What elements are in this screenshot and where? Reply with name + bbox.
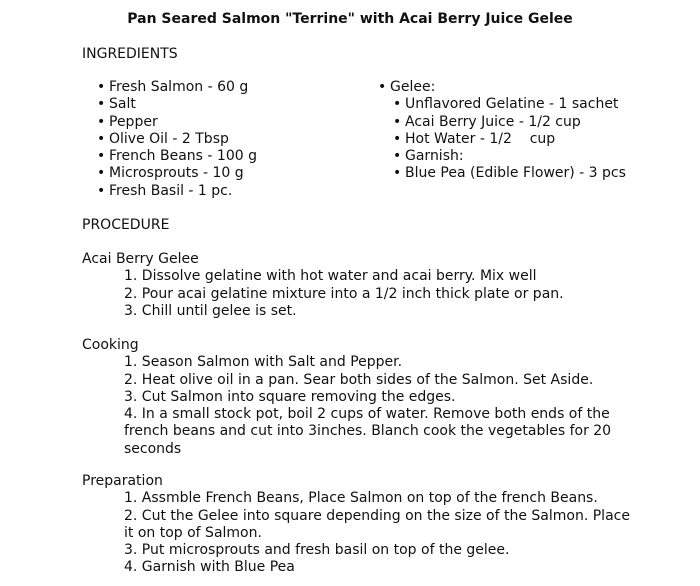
step-item: 2. Heat olive oil in a pan. Sear both sides of the Salmon. Set Aside. (124, 371, 594, 388)
ingredient-item: • Salt (82, 96, 257, 113)
step-item: 3. Chill until gelee is set. (124, 302, 297, 319)
steps-list (82, 490, 642, 576)
ingredient-item: • Pepper (82, 114, 257, 131)
section-preparation (82, 473, 642, 577)
steps-list (82, 268, 642, 320)
gelee-item: • Blue Pea (Edible Flower) - 3 pcs (378, 165, 626, 182)
step-item: 1. Assmble French Beans, Place Salmon on top of the french Beans. (124, 490, 598, 507)
procedure-heading: PROCEDURE (82, 217, 170, 233)
ingredient-item: • French Beans - 100 g (82, 148, 257, 165)
ingredients-heading: INGREDIENTS (82, 46, 178, 62)
step-item: 4. Garnish with Blue Pea (124, 559, 295, 576)
gelee-list (378, 96, 626, 182)
gelee-item: • Hot Water - 1/2 cup (378, 131, 626, 148)
gelee-item: • Unflavored Gelatine - 1 sachet (378, 96, 626, 113)
step-item: 1. Dissolve gelatine with hot water and acai berry. Mix well (124, 268, 537, 285)
section-title: Cooking (82, 337, 139, 353)
ingredients-list-left (82, 79, 257, 200)
gelee-item: • Garnish: (378, 148, 626, 165)
ingredient-item: • Fresh Salmon - 60 g (82, 79, 257, 96)
gelee-ingredients (378, 79, 626, 183)
step-item: 3. Put microsprouts and fresh basil on top of the gelee. (124, 542, 510, 559)
step-item: 1. Season Salmon with Salt and Pepper. (124, 354, 403, 371)
step-item: 4. In a small stock pot, boil 2 cups of water. Remove both ends of the french beans and cut into 3inches. Blanch cook the vegetables for 20 seconds (124, 406, 612, 457)
step-item: 3. Cut Salmon into square removing the edges. (124, 388, 456, 405)
step-item: 2. Pour acai gelatine mixture into a 1/2 inch thick plate or pan. (124, 285, 564, 302)
step-item: 2. Cut the Gelee into square depending on the size of the Salmon. Place it on top of Salmon. (124, 507, 630, 541)
ingredient-item: • Olive Oil - 2 Tbsp (82, 131, 257, 148)
steps-list (82, 354, 642, 458)
section-acai-berry-gelee (82, 251, 642, 320)
recipe-title: Pan Seared Salmon "Terrine" with Acai Berry Juice Gelee (127, 11, 573, 27)
ingredient-item: • Microsprouts - 10 g (82, 165, 257, 182)
gelee-label: • Gelee: (378, 79, 626, 96)
ingredient-item: • Fresh Basil - 1 pc. (82, 183, 257, 200)
gelee-item: • Acai Berry Juice - 1/2 cup (378, 114, 626, 131)
section-title: Preparation (82, 473, 163, 489)
section-cooking (82, 337, 642, 458)
section-title: Acai Berry Gelee (82, 251, 199, 267)
